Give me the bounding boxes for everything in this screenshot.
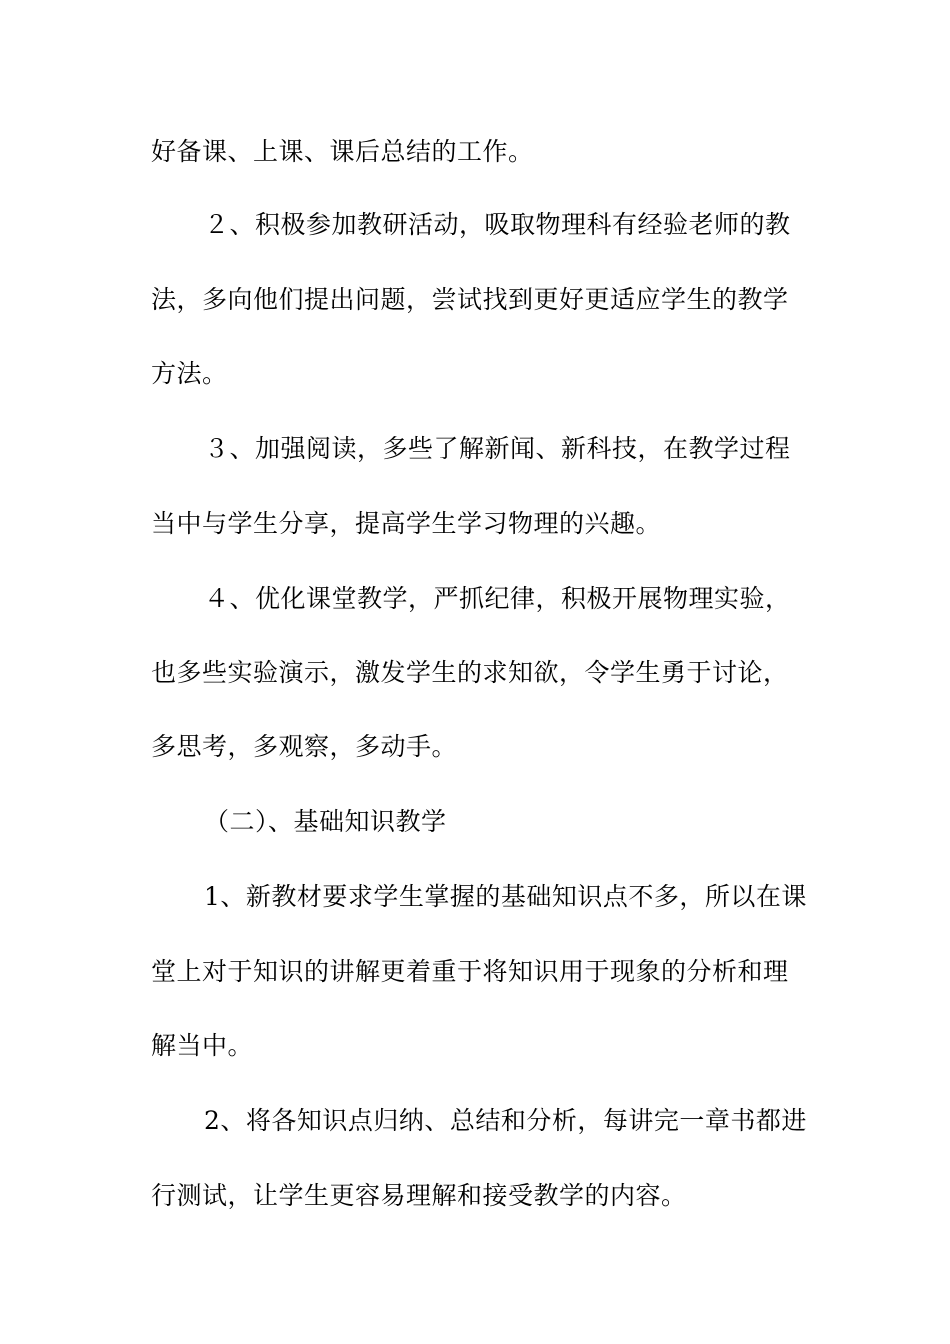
text-line: 行测试，让学生更容易理解和接受教学的内容。 — [151, 1181, 687, 1210]
section-heading: （二）、基础知识教学 — [204, 807, 447, 836]
text-line: 1、新教材要求学生掌握的基础知识点不多，所以在课 — [204, 882, 807, 911]
text-line: 2、将各知识点归纳、总结和分析，每讲完一章书都进 — [204, 1106, 807, 1135]
text-line: 也多些实验演示，激发学生的求知欲，令学生勇于讨论， — [151, 658, 789, 687]
text-line: 解当中。 — [151, 1031, 254, 1060]
text-line: ３、加强阅读，多些了解新闻、新科技，在教学过程 — [204, 434, 791, 463]
text-line: 好备课、上课、课后总结的工作。 — [151, 137, 534, 166]
text-line: 堂上对于知识的讲解更着重于将知识用于现象的分析和理 — [151, 957, 789, 986]
text-line: 多思考，多观察，多动手。 — [151, 732, 458, 761]
text-line: ２、积极参加教研活动，吸取物理科有经验老师的教 — [204, 210, 791, 239]
text-line: ４、优化课堂教学，严抓纪律，积极开展物理实验， — [204, 584, 791, 613]
text-line: 法，多向他们提出问题，尝试找到更好更适应学生的教学 — [151, 285, 789, 314]
text-line: 当中与学生分享，提高学生学习物理的兴趣。 — [151, 509, 662, 538]
text-line: 方法。 — [151, 359, 228, 388]
